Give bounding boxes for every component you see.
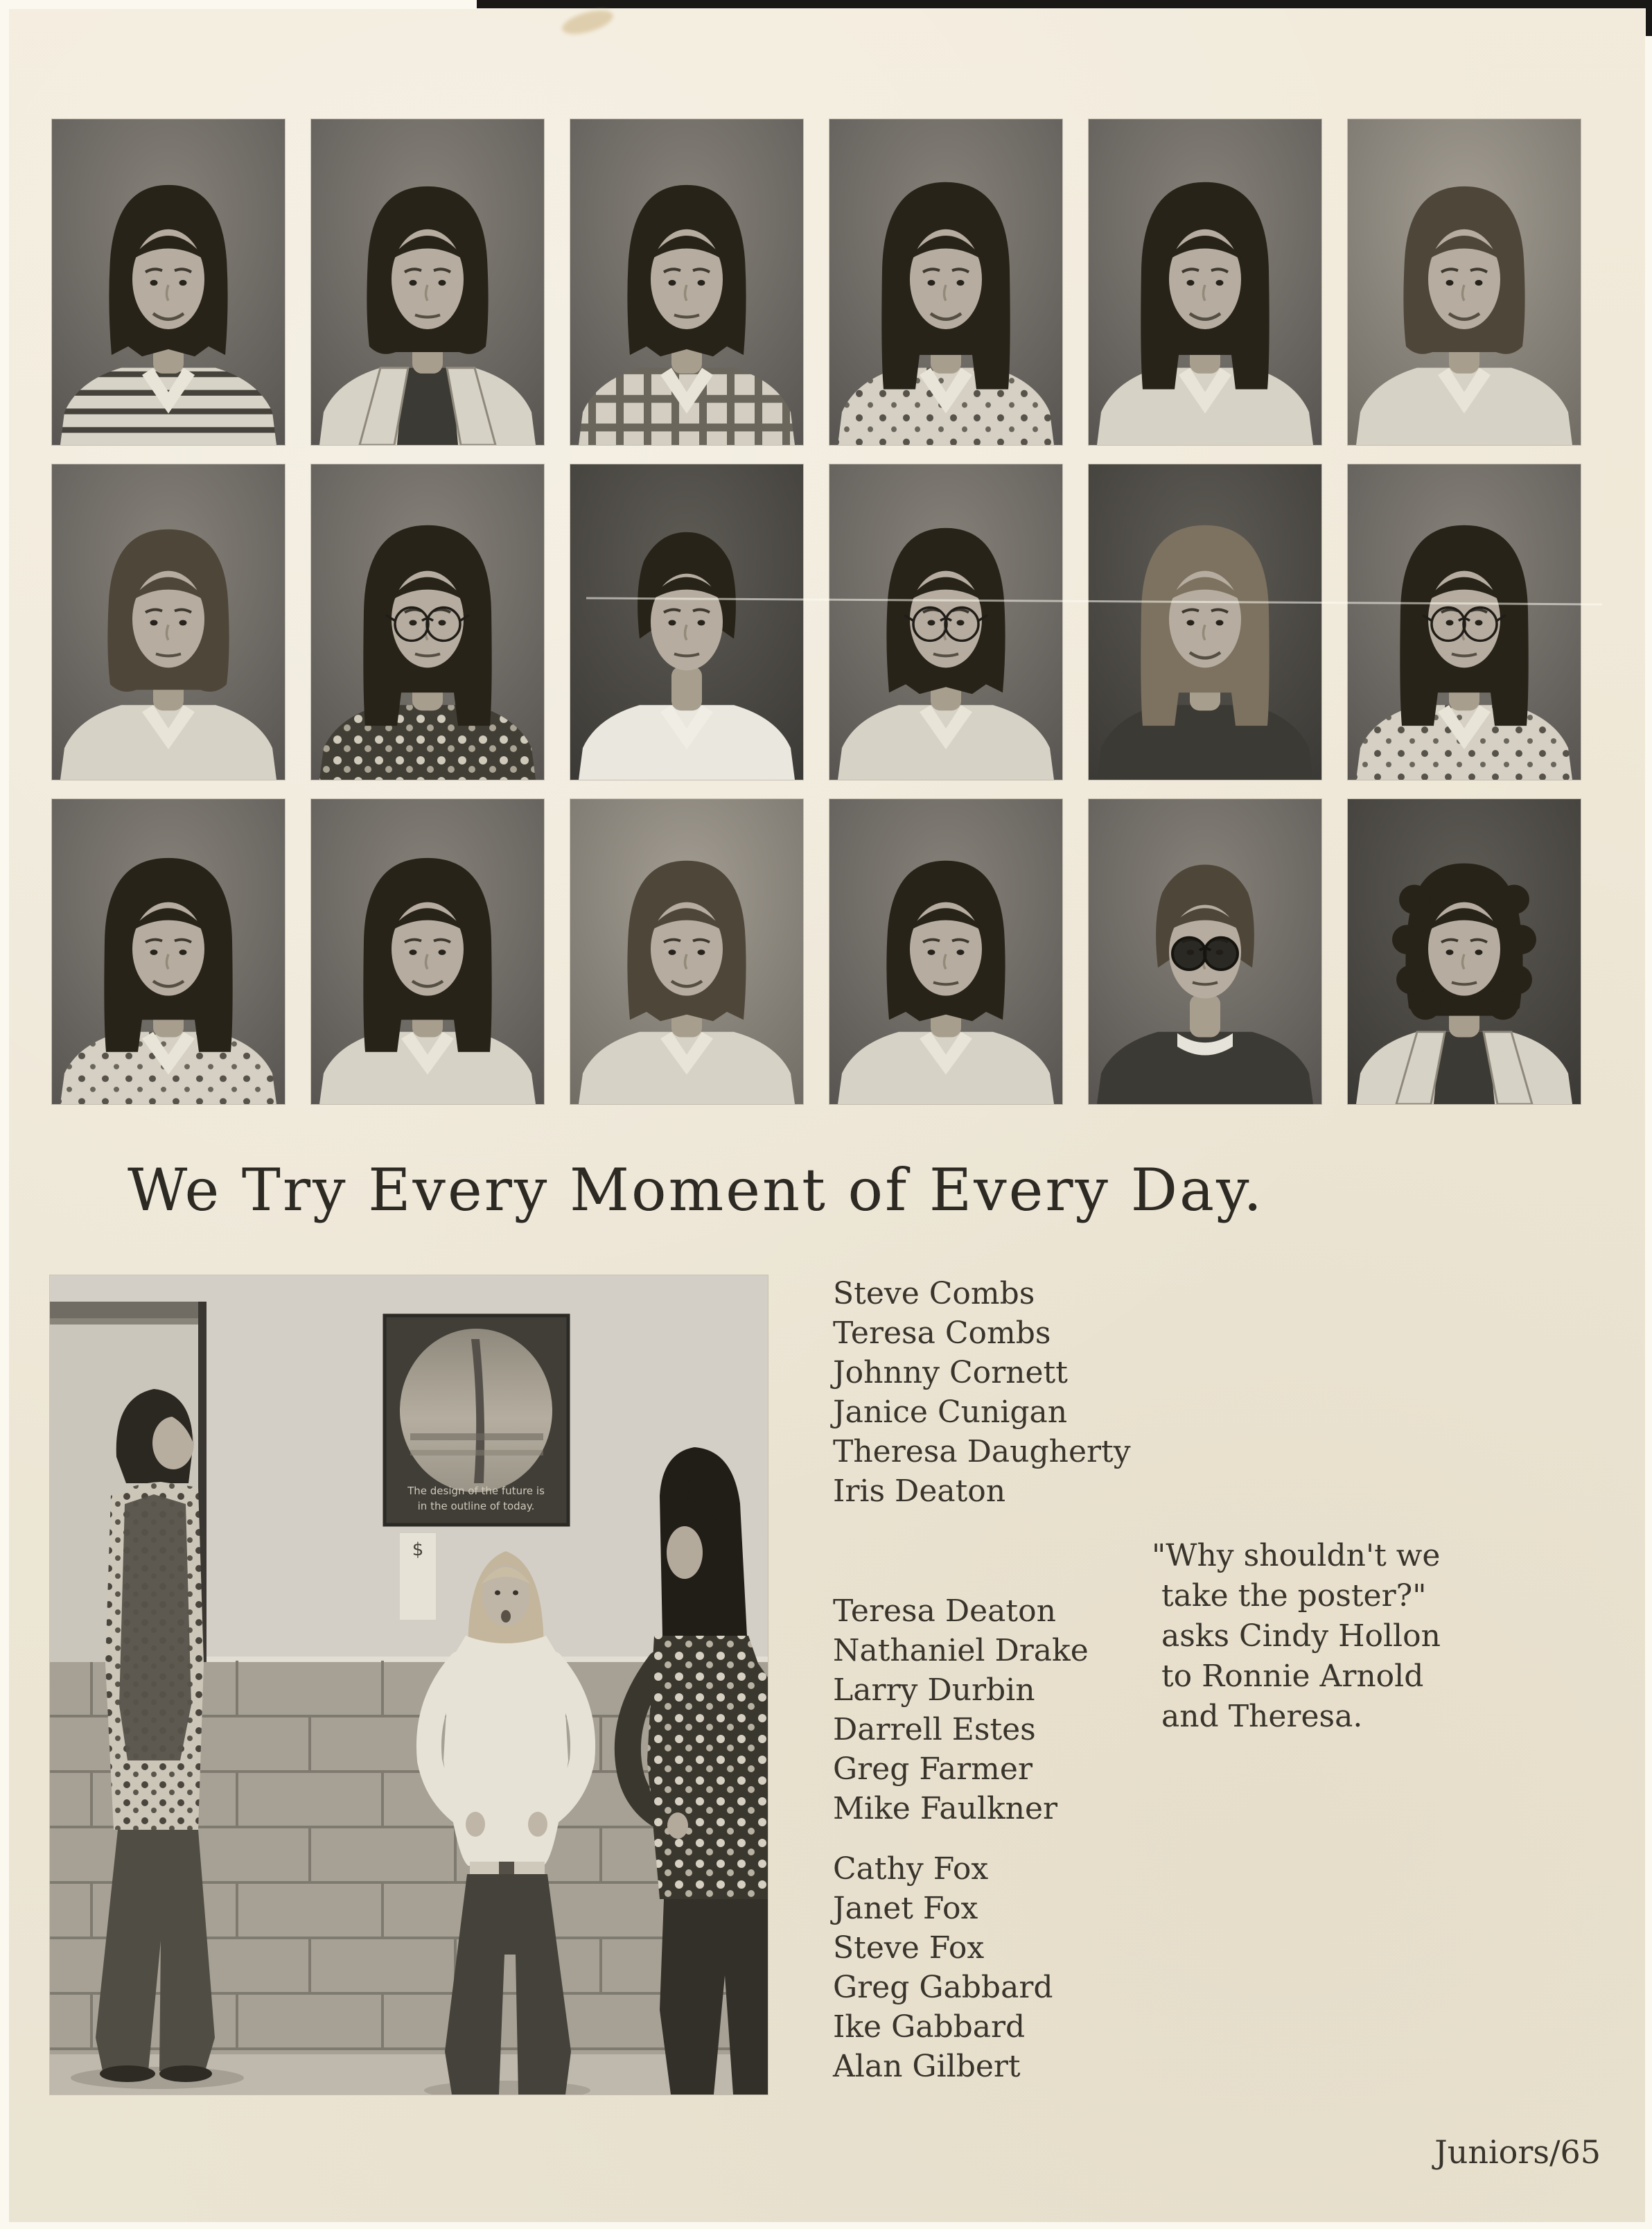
name-list-group-1 — [833, 1274, 1131, 1511]
student-name: Steve Fox — [833, 1930, 985, 1966]
student-name: Teresa Deaton — [833, 1593, 1056, 1629]
page-footer — [1344, 2133, 1601, 2171]
scan-edge-artifact — [477, 0, 1652, 8]
portrait-photo — [829, 464, 1062, 780]
caption-line: asks Cindy Hollon — [1152, 1618, 1441, 1654]
portrait-photo — [311, 119, 544, 445]
portrait-photo — [829, 799, 1062, 1104]
student-name: Greg Farmer — [833, 1751, 1032, 1787]
portrait-photo — [1089, 799, 1321, 1104]
portrait-photo — [52, 464, 285, 780]
student-name: Alan Gilbert — [833, 2049, 1021, 2084]
poster-on-wall — [385, 1315, 568, 1525]
svg-text:The design of the future is: The design of the future is — [407, 1485, 545, 1497]
portrait-photo — [1348, 799, 1581, 1104]
portrait-photo — [829, 119, 1062, 445]
portrait-photo — [52, 119, 285, 445]
name-list-group-3 — [833, 1849, 1053, 2086]
student-name: Darrell Estes — [833, 1712, 1036, 1747]
student-name: Teresa Combs — [833, 1315, 1051, 1351]
caption-line: take the poster?" — [1152, 1578, 1427, 1614]
portrait-photo — [52, 799, 285, 1104]
paper-card — [400, 1533, 436, 1620]
portrait-photo — [1089, 464, 1321, 780]
student-name: Iris Deaton — [833, 1474, 1006, 1509]
student-name: Cathy Fox — [833, 1851, 989, 1887]
portrait-photo — [570, 464, 803, 780]
svg-text:in the outline of today.: in the outline of today. — [417, 1500, 535, 1512]
photo-caption — [1152, 1536, 1441, 1737]
student-name: Steve Combs — [833, 1276, 1035, 1311]
student-name: Janet Fox — [833, 1891, 978, 1926]
caption-line: to Ronnie Arnold — [1152, 1659, 1424, 1694]
caption-line: and Theresa. — [1152, 1699, 1363, 1734]
candid-photo — [50, 1275, 768, 2095]
caption-line: "Why shouldn't we — [1152, 1538, 1441, 1573]
portrait-photo — [570, 119, 803, 445]
portrait-photo — [1348, 119, 1581, 445]
scan-corner-artifact — [1646, 0, 1652, 36]
footer-label: Juniors/65 — [1434, 2133, 1601, 2171]
student-name: Johnny Cornett — [833, 1355, 1068, 1390]
student-name: Mike Faulkner — [833, 1791, 1058, 1826]
portrait-photo — [1348, 464, 1581, 780]
name-list-group-2 — [833, 1591, 1089, 1828]
student-name: Janice Cunigan — [833, 1395, 1068, 1430]
svg-text:$: $ — [412, 1539, 424, 1560]
student-name: Theresa Daugherty — [833, 1434, 1131, 1469]
page-headline: We Try Every Moment of Every Day. — [128, 1156, 1265, 1224]
student-name: Ike Gabbard — [833, 2009, 1026, 2045]
student-name: Larry Durbin — [833, 1672, 1035, 1708]
student-name: Nathaniel Drake — [833, 1633, 1089, 1668]
student-name: Greg Gabbard — [833, 1970, 1053, 2005]
portrait-photo — [570, 799, 803, 1104]
portrait-photo — [311, 464, 544, 780]
candid-photo-illustration — [50, 1275, 768, 2095]
portrait-photo — [311, 799, 544, 1104]
portrait-photo — [1089, 119, 1321, 445]
portrait-grid — [52, 119, 1581, 1104]
